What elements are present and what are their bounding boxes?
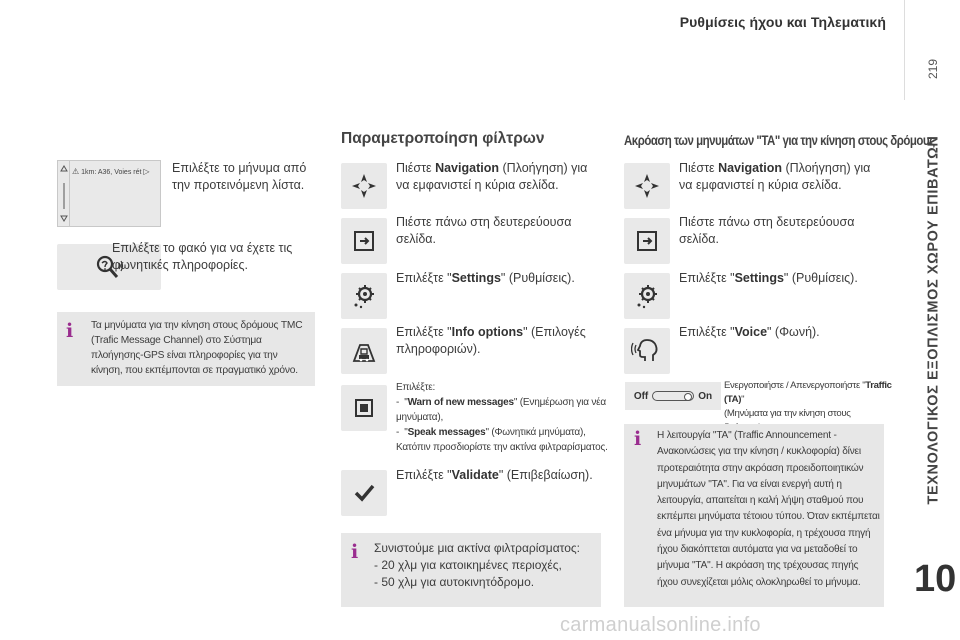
info-options-button[interactable]: [341, 328, 387, 374]
gear-icon: [348, 280, 380, 312]
navigation-button-right[interactable]: [624, 163, 670, 209]
checkmark-icon: [348, 477, 380, 509]
info-icon: i: [634, 428, 642, 450]
right-step-toggle-ta: Ενεργοποιήστε / Απενεργοποιήστε "Traffic (TA)" (Μηνύματα για την κίνηση στους: [724, 380, 892, 419]
filter-checkbox-button[interactable]: [341, 385, 387, 431]
mid-step-navigation: Πιέστε Navigation (Πλοήγηση) για να εμφανιστεί η κύρια σελίδα.: [396, 161, 588, 192]
secondary-page-icon: [631, 225, 663, 257]
screen-nav-arrows-icon: [58, 161, 70, 226]
navigation-button[interactable]: [341, 163, 387, 209]
page-header-title: Ρυθμίσεις ήχου και Τηλεματική: [679, 14, 886, 30]
checkbox-icon: [348, 392, 380, 424]
secondary-page-icon: [348, 225, 380, 257]
toggle-on-label: On: [698, 390, 713, 402]
secondary-page-button-right[interactable]: [624, 218, 670, 264]
ta-messages-title: Ακρόαση των μηνυμάτων "TA" για την κίνηση στους δρόμους: [624, 132, 935, 148]
mid-step-info-options: Επιλέξτε "Info options" (Επιλογές πληροφοριών).: [396, 325, 586, 356]
chapter-vertical-title: ΤΕΧΝΟΛΟΓΙΚΟΣ ΕΞΟΠΛΙΣΜΟΣ ΧΩΡΟΥ ΕΠΙΒΑΤΩΝ: [925, 135, 941, 505]
voice-button[interactable]: [624, 328, 670, 374]
mid-step-secondary-page: Πιέστε πάνω στη δευτερεύουσα σελίδα.: [396, 215, 572, 246]
filter-radius-info-box: [341, 533, 601, 607]
watermark: carmanualsonline.info: [560, 614, 761, 636]
left-info-text: Τα μηνύματα για την κίνηση στους δρόμους TMC (Trafic Message Channel) στο Σύστημα πλοήγησης-GPS είναι πληροφορίες για την κίνηση, που εκπέμπονται σε πραγματικό χρόνο.: [91, 320, 303, 376]
page-number: 219: [926, 58, 941, 80]
right-step-voice: Επιλέξτε "Voice" (Φωνή).: [679, 325, 820, 339]
voice-head-icon: [631, 335, 663, 367]
traffic-ta-toggle[interactable]: [625, 382, 721, 410]
mid-step-settings: Επιλέξτε "Settings" (Ρυθμίσεις).: [396, 271, 575, 285]
filter-radius-info-text: Συνιστούμε μια ακτίνα φιλτραρίσματος: - 20 χλμ για κατοικημένες περιοχές, - 50 χλμ για αυτοκινητόδρομο.: [374, 541, 580, 589]
filter-settings-title: Παραμετροποίηση φίλτρων: [341, 130, 545, 147]
screen-sidebar: [58, 161, 70, 226]
left-step-voice-info: Επιλέξτε το φακό για να έχετε τις φωνητικές πληροφορίες.: [112, 241, 293, 272]
traffic-info-icon: [348, 335, 380, 367]
traffic-message-row: ⚠ 1km: A36, Voies rét ▷: [72, 167, 150, 176]
navigation-arrows-icon: [348, 170, 380, 202]
traffic-message-screen: [57, 160, 161, 227]
header-divider: [904, 0, 905, 100]
ta-info-text: Η λειτουργία "TA" (Traffic Announcement - Ανακοινώσεις για την κίνηση / κυκλοφορία) δίνει προτεραιότητα στην ακρόαση προειδοποιητικών μηνυμάτων "TA". Για να είναι ενεργή αυτή η λειτουργία, απαιτείται η καλή λήψη σταθμού που εκπέμπει μηνύματα τέτοιου τύπου. Όταν εκπέμπεται ένα μήνυμα για την κυκλοφορία, η τρέχουσα πηγή ήχου διακόπτεται αυτόματα για να μεταδοθεί το μήνυμα "TA". Η ακρόαση της τρέχουσας πηγής ήχου συνεχίζεται μόλις ολοκληρωθεί το μήνυμα.: [657, 430, 880, 588]
info-icon: i: [351, 541, 359, 563]
play-icon: ▷: [143, 167, 150, 176]
right-step-settings: Επιλέξτε "Settings" (Ρυθμίσεις).: [679, 271, 858, 285]
left-step-select-message: Επιλέξτε το μήνυμα από την προτεινόμενη λίστα.: [172, 161, 307, 192]
right-step-secondary-page: Πιέστε πάνω στη δευτερεύουσα σελίδα.: [679, 215, 855, 246]
mid-step-validate: Επιλέξτε "Validate" (Επιβεβαίωση).: [396, 468, 593, 482]
navigation-arrows-icon: [631, 170, 663, 202]
warning-triangle-icon: ⚠: [72, 167, 80, 176]
toggle-off-label: Off: [633, 390, 649, 402]
settings-button[interactable]: [341, 273, 387, 319]
toggle-switch[interactable]: [652, 391, 694, 401]
settings-button-right[interactable]: [624, 273, 670, 319]
validate-button[interactable]: [341, 470, 387, 516]
chapter-number: 10: [914, 558, 957, 600]
info-icon: i: [66, 320, 74, 342]
secondary-page-button[interactable]: [341, 218, 387, 264]
mid-step-select-options: Επιλέξτε: - "Warn of new messages" (Ενημέρωση για νέα μηνύματα), - "Speak messages" (Φωνητικά μηνύματα), Κατόπιν προσδιορίστε την ακτίνα φιλτραρίσματος.: [396, 382, 608, 453]
left-info-box: [57, 312, 315, 386]
ta-info-box: [624, 424, 884, 607]
gear-icon: [631, 280, 663, 312]
right-step-navigation: Πιέστε Navigation (Πλοήγηση) για να εμφανιστεί η κύρια σελίδα.: [679, 161, 871, 192]
